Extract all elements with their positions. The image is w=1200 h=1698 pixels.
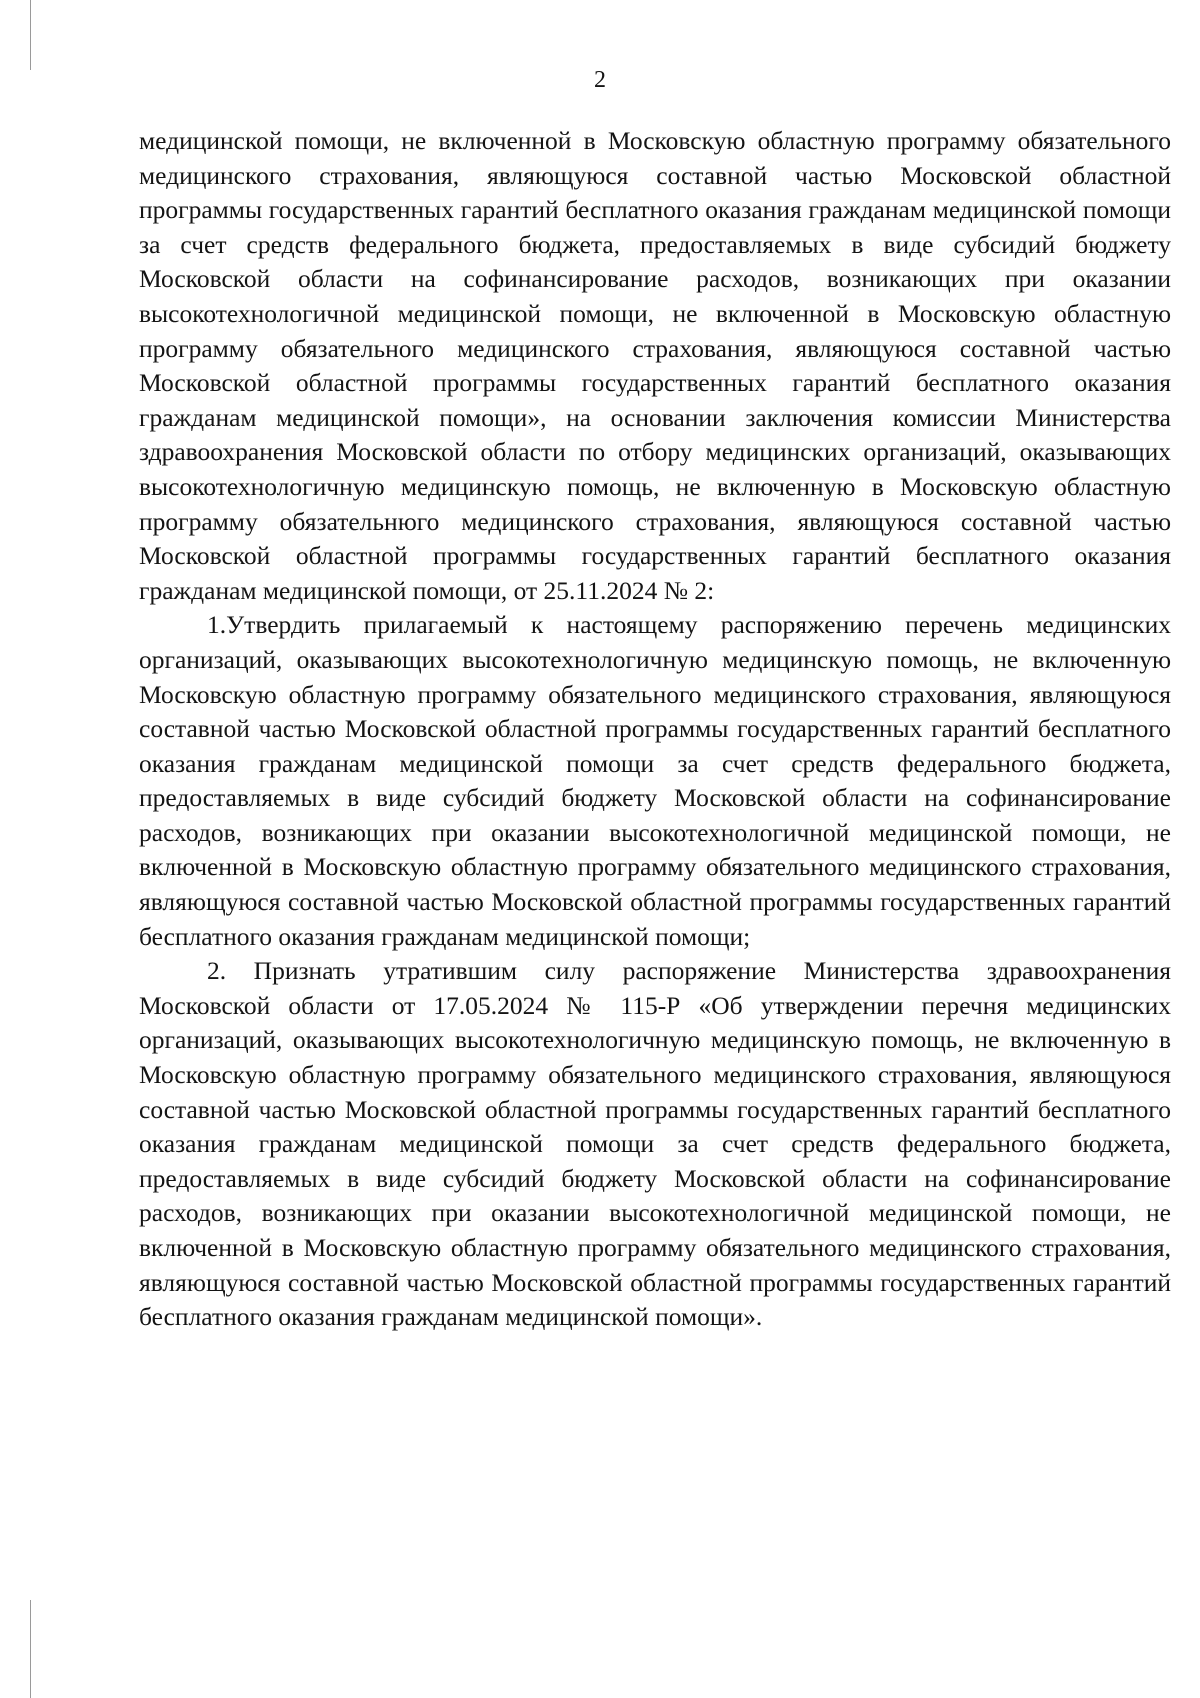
document-body xyxy=(139,124,1171,1335)
paragraph-item-2: 2. Признать утратившим силу распоряжение Министерства здравоохранения Московской области от 17.05.2024 № 115-Р «Об утверждении перечня медицинских организаций, оказывающих высокотехнологичную медицинскую помощь, не включенную в Московскую областную программу обязательного медицинского страхования, являющуюся составной частью Московской областной программы государственных гарантий бесплатного оказания гражданам медицинской помощи за счет средств федерального бюджета, предоставляемых в виде субсидий бюджету Московской области на софинансирование расходов, возникающих при оказании высокотехнологичной медицинской помощи, не включенной в Московскую областную программу обязательного медицинского страхования, являющуюся составной частью Московской областной программы государственных гарантий бесплатного оказания гражданам медицинской помощи». xyxy=(139,956,1171,1332)
page-number: 2 xyxy=(594,67,606,93)
scan-margin-line xyxy=(30,0,31,70)
paragraph-continuation: медицинской помощи, не включенной в Московскую областную программу обязательного медицинского страхования, являющуюся составной частью Московской областной программы государственных гарантий бесплатного оказания гражданам медицинской помощи за счет средств федерального бюджета, предоставляемых в виде субсидий бюджету Московской области на софинансирование расходов, возникающих при оказании высокотехнологичной медицинской помощи, не включенной в Московскую областную программу обязательного медицинского страхования, являющуюся составной частью Московской областной программы государственных гарантий бесплатного оказания гражданам медицинской помощи», на основании заключения комиссии Министерства здравоохранения Московской области по отбору медицинских организаций, оказывающих высокотехнологичную медицинскую помощь, не включенную в Московскую областную программу обязательнюго медицинского страхования, являющуюся составной частью Московской областной программы государственных гарантий бесплатного оказания гражданам медицинской помощи, от 25.11.2024 № 2: xyxy=(139,126,1171,605)
scan-margin-line xyxy=(30,1600,31,1698)
paragraph-item-1: 1.Утвердить прилагаемый к настоящему распоряжению перечень медицинских организаций, оказывающих высокотехнологичную медицинскую помощь, не включенную Московскую областную программу обязательного медицинского страхования, являющуюся составной частью Московской областной программы государственных гарантий бесплатного оказания гражданам медицинской помощи за счет средств федерального бюджета, предоставляемых в виде субсидий бюджету Московской области на софинансирование расходов, возникающих при оказании высокотехнологичной медицинской помощи, не включенной в Московскую областную программу обязательного медицинского страхования, являющуюся составной частью Московской областной программы государственных гарантий бесплатного оказания гражданам медицинской помощи; xyxy=(139,610,1171,951)
